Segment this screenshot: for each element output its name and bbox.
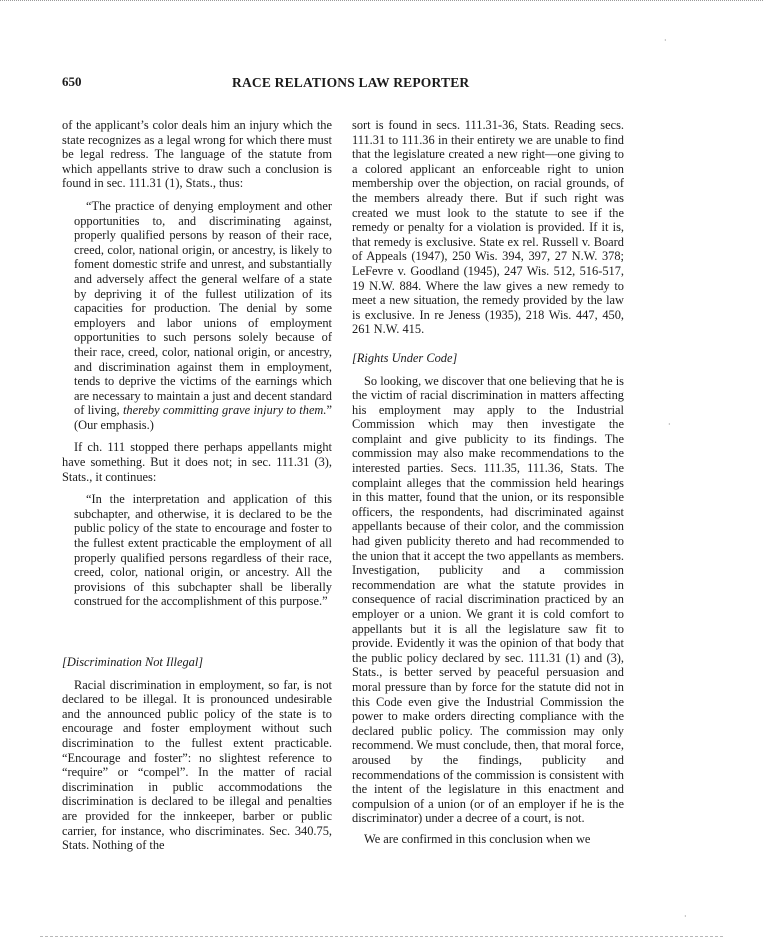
subheading-discrimination-not-illegal: [Discrimination Not Illegal]	[62, 655, 204, 669]
running-head: RACE RELATIONS LAW REPORTER	[232, 75, 470, 90]
right-column	[352, 118, 624, 853]
scan-speck: ·	[664, 36, 667, 45]
statute-quote-2: “In the interpretation and application of this subchapter, and otherwise, it is declared to be the public policy of the state to encourage and foster to the fullest extent practicable the employment of all properly qualified persons regardless of their race, creed, color, national origin, or ancestry. All the provisions of this subchapter shall be liberally construed for the accomplishment of this purpose.”	[74, 492, 332, 609]
left-paragraph-1: of the applicant’s color deals him an injury which the state recognizes as a legal wrong for which there must be legal redress. The language of the statute from which appellants strive to draw such a conclusion is found in sec. 111.31 (1), Stats., thus:	[62, 118, 332, 191]
scan-speck: ·	[684, 912, 687, 921]
left-paragraph-3: Racial discrimination in employment, so far, is not declared to be illegal. It is pronounced undesirable and the announced public policy of the state is to encourage and foster employment without such discrimination to the fullest extent practicable. “Encourage and foster”: no slightest reference to “require” or “compel”. In the matter of racial discrimination in public accommodations the discrimination is declared to be illegal and penalties are provided for the innkeeper, barber or public carrier, for instance, who discriminates. Sec. 340.75, Stats. Nothing of the	[62, 677, 332, 853]
statute-quote-1-emphasis: thereby committing grave injury to them.	[122, 403, 327, 418]
left-column	[62, 118, 332, 859]
right-paragraph-2: So looking, we discover that one believing that he is the victim of racial discrimination in matters affecting his employment may apply to the Industrial Commission which may then investigate the complaint and give publicity to its findings. The commission may also make recommendations to the interested parties. Secs. 111.35, 111.36, Stats. The complaint alleges that the commission held hearings in this matter, found that the union, or its responsible officers, the respondents, had discriminated against appellants because of their color, and the commission had given publicity thereto and had recommended to the union that it accept the two appellants as members. Investigation, publicity and a commission recommendation are what the statute provides in consequence of racial discrimination practiced by an employer or a union. We grant it is cold comfort to appellants but it is all the legislature saw fit to provide. Evidently it was the opinion of that body that the public policy declared by sec. 111.31 (1) and (3), Stats., is better served by peaceful persuasion and moral pressure than by force for the statute did not in this Code even give the Industrial Commission the power to make orders directing compliance with the declared public policy. The commission may only recommend. We must conclude, then, that moral force, aroused by the findings, publicity and recommendations of the commission is consistent with the intent of the legislature in this enactment and compulsion of a union (or of an employer if he is the discriminator) under a decree of a court, is not.	[352, 373, 624, 826]
statute-quote-1	[74, 199, 332, 433]
right-paragraph-3: We are confirmed in this conclusion when we	[364, 831, 591, 846]
statute-quote-1-tail: ” (Our emphasis.)	[74, 403, 332, 432]
bottom-border	[40, 936, 723, 938]
left-paragraph-2: If ch. 111 stopped there perhaps appellants might have something. But it does not; in sec. 111.31 (3), Stats., it continues:	[62, 440, 332, 484]
statute-quote-1-text: “The practice of denying employment and other opportunities to, and discriminating against, properly qualified persons by reason of their race, creed, color, national origin, or ancestry, is likely to foment domestic strife and unrest, and substantially and adversely affect the general welfare of a state by depriving it of the fullest utilization of its capacities for production. The denial by some employers and labor unions of employment opportunities to such persons solely because of their race, creed, color, national origin, or ancestry, and discrimination against them in employment, tends to deprive the victims of the earnings which are necessary to maintain a just and decent standard of living,	[74, 198, 332, 418]
right-paragraph-1: sort is found in secs. 111.31-36, Stats. Reading secs. 111.31 to 111.36 in their entirety we are unable to find that the legislature created a new right—one giving to a colored applicant an enforceable right to union membership over the objection, on racial grounds, of the members already there. But if such right was created we must look to the statute to see if the remedy or penalty for a violation is provided. If it is, that remedy is exclusive. State ex rel. Russell v. Board of Appeals (1947), 250 Wis. 394, 397, 27 N.W. 378; LeFevre v. Goodland (1945), 247 Wis. 512, 516-517, 19 N.W. 884. Where the law gives a new remedy to meet a new situation, the remedy provided by the law is exclusive. In re Jeness (1935), 218 Wis. 447, 450, 261 N.W. 415.	[352, 118, 624, 337]
page-number: 650	[62, 74, 82, 89]
top-border	[0, 0, 763, 2]
subheading-rights-under-code: [Rights Under Code]	[352, 350, 458, 365]
scan-speck: ·	[668, 420, 671, 429]
